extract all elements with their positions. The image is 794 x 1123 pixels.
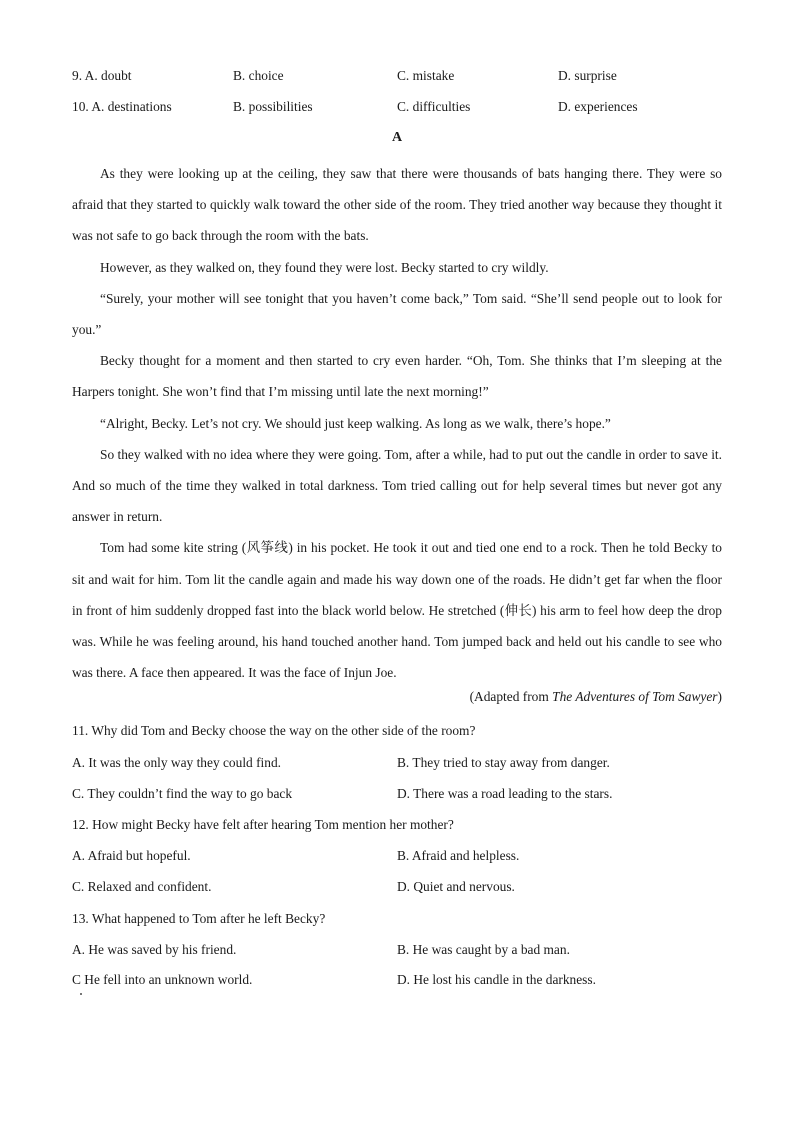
passage-paragraph: Tom had some kite string (风筝线) in his pocket. He took it out and tied one end to a rock. Then he told Becky to sit and wait for him. Tom lit the candle again and made his way down one of the roads. He didn’t get far when the floor in front of him suddenly dropped fast into the black world below. He stretched (伸长) his arm to feel how deep the drop was. While he was feeling around, his hand touched another hand. Tom jumped back and held out his candle to see who was there. A face then appeared. It was the face of Injun Joe. (72, 540, 722, 681)
question-13-option-b: B. He was caught by a bad man. (397, 942, 570, 957)
question-12-option-c: C. Relaxed and confident. (72, 879, 212, 894)
question-13-option-c: C He fell into an unknown world. (72, 972, 253, 987)
question-12-option-b: B. Afraid and helpless. (397, 848, 520, 863)
passage-paragraph: However, as they walked on, they found they were lost. Becky started to cry wildly. (100, 259, 549, 275)
question-11-option-b: B. They tried to stay away from danger. (397, 755, 610, 770)
stray-mark (80, 993, 82, 995)
question-12-stem: 12. How might Becky have felt after hearing Tom mention her mother? (72, 817, 454, 832)
question-13-option-d: D. He lost his candle in the darkness. (397, 972, 596, 987)
question-13-option-a: A. He was saved by his friend. (72, 942, 237, 957)
option-a: 9. A. doubt (72, 68, 132, 83)
vocab-question-9 (72, 68, 732, 88)
option-d: D. experiences (558, 99, 638, 114)
reading-passage (72, 158, 722, 688)
source-prefix: (Adapted from (469, 689, 553, 704)
section-heading: A (391, 130, 403, 145)
question-13-stem: 13. What happened to Tom after he left Becky? (72, 911, 326, 926)
passage-paragraph: As they were looking up at the ceiling, they saw that there were thousands of bats hanging there. They were so afraid that they started to quickly walk toward the other side of the room. They tried another way because they thought it was not safe to go back through the room with the bats. (72, 166, 722, 244)
question-11-option-a: A. It was the only way they could find. (72, 755, 281, 770)
source-citation (72, 689, 722, 705)
option-c: C. difficulties (397, 99, 471, 114)
question-11-stem: 11. Why did Tom and Becky choose the way on the other side of the room? (72, 723, 476, 738)
passage-paragraph: So they walked with no idea where they were going. Tom, after a while, had to put out the candle in order to save it. And so much of the time they walked in total darkness. Tom tried calling out for help several times but never got any answer in return. (72, 446, 722, 525)
option-a: 10. A. destinations (72, 99, 172, 114)
vocab-question-10 (72, 99, 732, 119)
question-12-option-d: D. Quiet and nervous. (397, 879, 515, 894)
option-c: C. mistake (397, 68, 455, 83)
question-12-option-a: A. Afraid but hopeful. (72, 848, 191, 863)
option-b: B. possibilities (233, 99, 313, 114)
question-11-option-c: C. They couldn’t find the way to go back (72, 786, 293, 801)
source-title: The Adventures of Tom Sawyer (552, 689, 718, 704)
passage-paragraph: “Alright, Becky. Let’s not cry. We should just keep walking. As long as we walk, there’s hope.” (100, 415, 611, 431)
passage-paragraph: Becky thought for a moment and then started to cry even harder. “Oh, Tom. She thinks that I’m sleeping at the Harpers tonight. She won’t find that I’m missing until late the next morning!” (72, 353, 722, 400)
option-b: B. choice (233, 68, 284, 83)
question-11-option-d: D. There was a road leading to the stars. (397, 786, 613, 801)
passage-paragraph: “Surely, your mother will see tonight that you haven’t come back,” Tom said. “She’ll send people out to look for you.” (72, 290, 722, 338)
source-suffix: ) (717, 689, 722, 704)
option-d: D. surprise (558, 68, 617, 83)
